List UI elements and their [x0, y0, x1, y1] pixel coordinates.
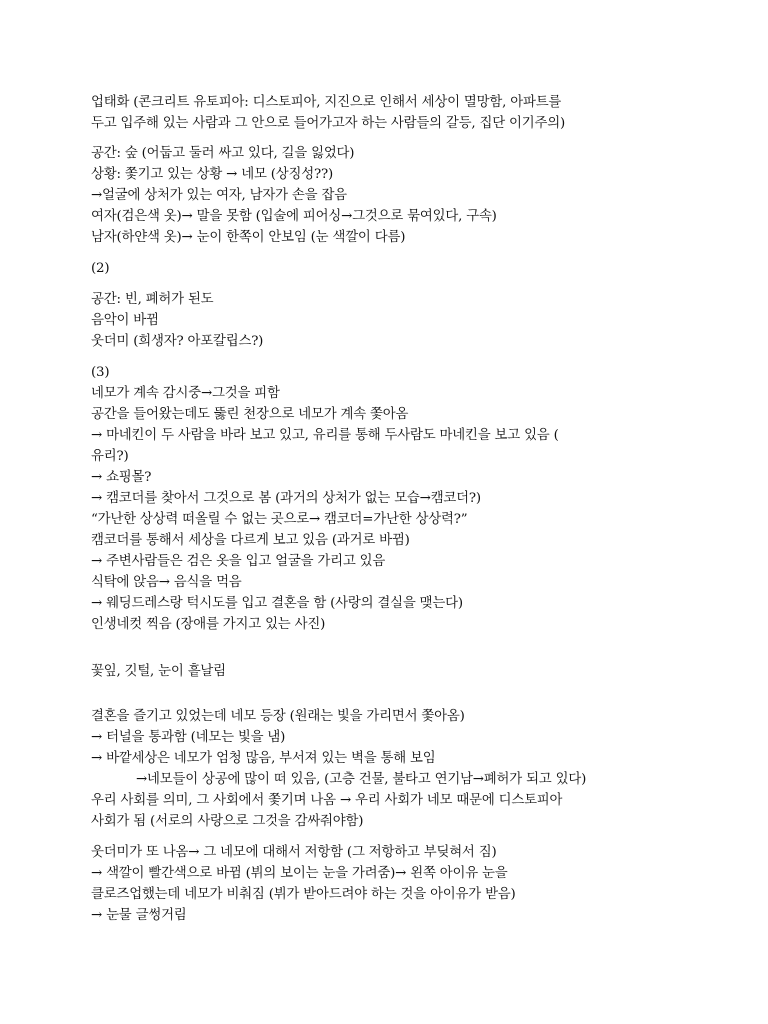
text-line: 음악이 바뀜 — [91, 313, 159, 328]
text-line: 웃더미가 또 나옴→ 그 네모에 대해서 저항함 (그 저항하고 부딪혀서 짐) — [91, 845, 497, 860]
text-line: 남자(하얀색 옷)→ 눈이 한쪽이 안보임 (눈 색깔이 다름) — [91, 230, 406, 245]
text-line: 여자(검은색 옷)→ 말을 못함 (입술에 피어싱→그것으로 묶여있다, 구속) — [91, 209, 497, 224]
text-line: 식탁에 앉음→ 음식을 먹음 — [91, 575, 242, 590]
text-line: → 캠코더를 찾아서 그것으로 봄 (과거의 상처가 없는 모습→캠코더?) — [91, 491, 481, 506]
text-line: 사회가 됨 (서로의 사랑으로 그것을 감싸줘야함) — [91, 814, 364, 829]
text-line: 두고 입주해 있는 사람과 그 안으로 들어가고자 하는 사람들의 갈등, 집단 이기주의) — [91, 116, 565, 131]
text-line: → 터널을 통과함 (네모는 빛을 냄) — [91, 730, 286, 745]
text-line: → 쇼핑몰? — [91, 470, 152, 485]
text-line: 웃더미 (희생자? 아포칼립스?) — [91, 334, 264, 349]
text-line: → 웨딩드레스랑 턱시도를 입고 결혼을 함 (사랑의 결실을 맺는다) — [91, 596, 463, 611]
text-line: → 주변사람들은 검은 옷을 입고 얼굴을 가리고 있음 — [91, 554, 386, 569]
text-line: 유리?) — [91, 449, 129, 464]
text-line: 업태화 (콘크리트 유토피아: 디스토피아, 지진으로 인해서 세상이 멸망함, 아파트를 — [91, 95, 562, 110]
text-line-indented: →네모들이 상공에 많이 떠 있음, (고층 건물, 불타고 연기남→폐허가 되고 있다) — [136, 772, 587, 787]
text-line: → 눈물 글썽거림 — [91, 908, 187, 923]
text-line: → 바깥세상은 네모가 엄청 많음, 부서져 있는 벽을 통해 보임 — [91, 751, 436, 766]
text-line: → 마네킨이 두 사람을 바라 보고 있고, 유리를 통해 두사람도 마네킨을 보고 있음 ( — [91, 428, 559, 443]
text-line: 공간: 빈, 폐허가 된도 — [91, 292, 214, 307]
text-line: 네모가 계속 감시중→그것을 피함 — [91, 386, 280, 401]
text-line: →얼굴에 상처가 있는 여자, 남자가 손을 잡음 — [91, 188, 347, 203]
text-line: 결혼을 즐기고 있었는데 네모 등장 (원래는 빛을 가리면서 쫓아옴) — [91, 709, 465, 724]
text-line: 공간을 들어왔는데도 뚫린 천장으로 네모가 계속 쫓아옴 — [91, 407, 409, 422]
document-body — [91, 92, 731, 926]
text-line: 인생네컷 찍음 (장애를 가지고 있는 사진) — [91, 617, 326, 632]
text-line: 캠코더를 통해서 세상을 다르게 보고 있음 (과거로 바뀜) — [91, 533, 410, 548]
section-heading: (3) — [91, 365, 110, 380]
text-line: 우리 사회를 의미, 그 사회에서 쫓기며 나옴 → 우리 사회가 네모 때문에 디스토피아 — [91, 793, 563, 808]
text-line: 클로즈업했는데 네모가 비춰짐 (뷔가 받아드려야 하는 것을 아이유가 받음) — [91, 887, 516, 902]
text-line: 공간: 숲 (어둡고 둘러 싸고 있다, 길을 잃었다) — [91, 146, 355, 161]
text-line: 꽃잎, 깃털, 눈이 흩날림 — [91, 664, 226, 679]
text-line: 상황: 쫓기고 있는 상황 → 네모 (상징성??) — [91, 167, 333, 182]
section-heading: (2) — [91, 261, 110, 276]
text-line: → 색깔이 빨간색으로 바뀜 (뷔의 보이는 눈을 가려줌)→ 왼쪽 아이유 눈을 — [91, 866, 508, 881]
text-line: “가난한 상상력 떠올릴 수 없는 곳으로→ 캠코더=가난한 상상력?” — [91, 512, 468, 527]
